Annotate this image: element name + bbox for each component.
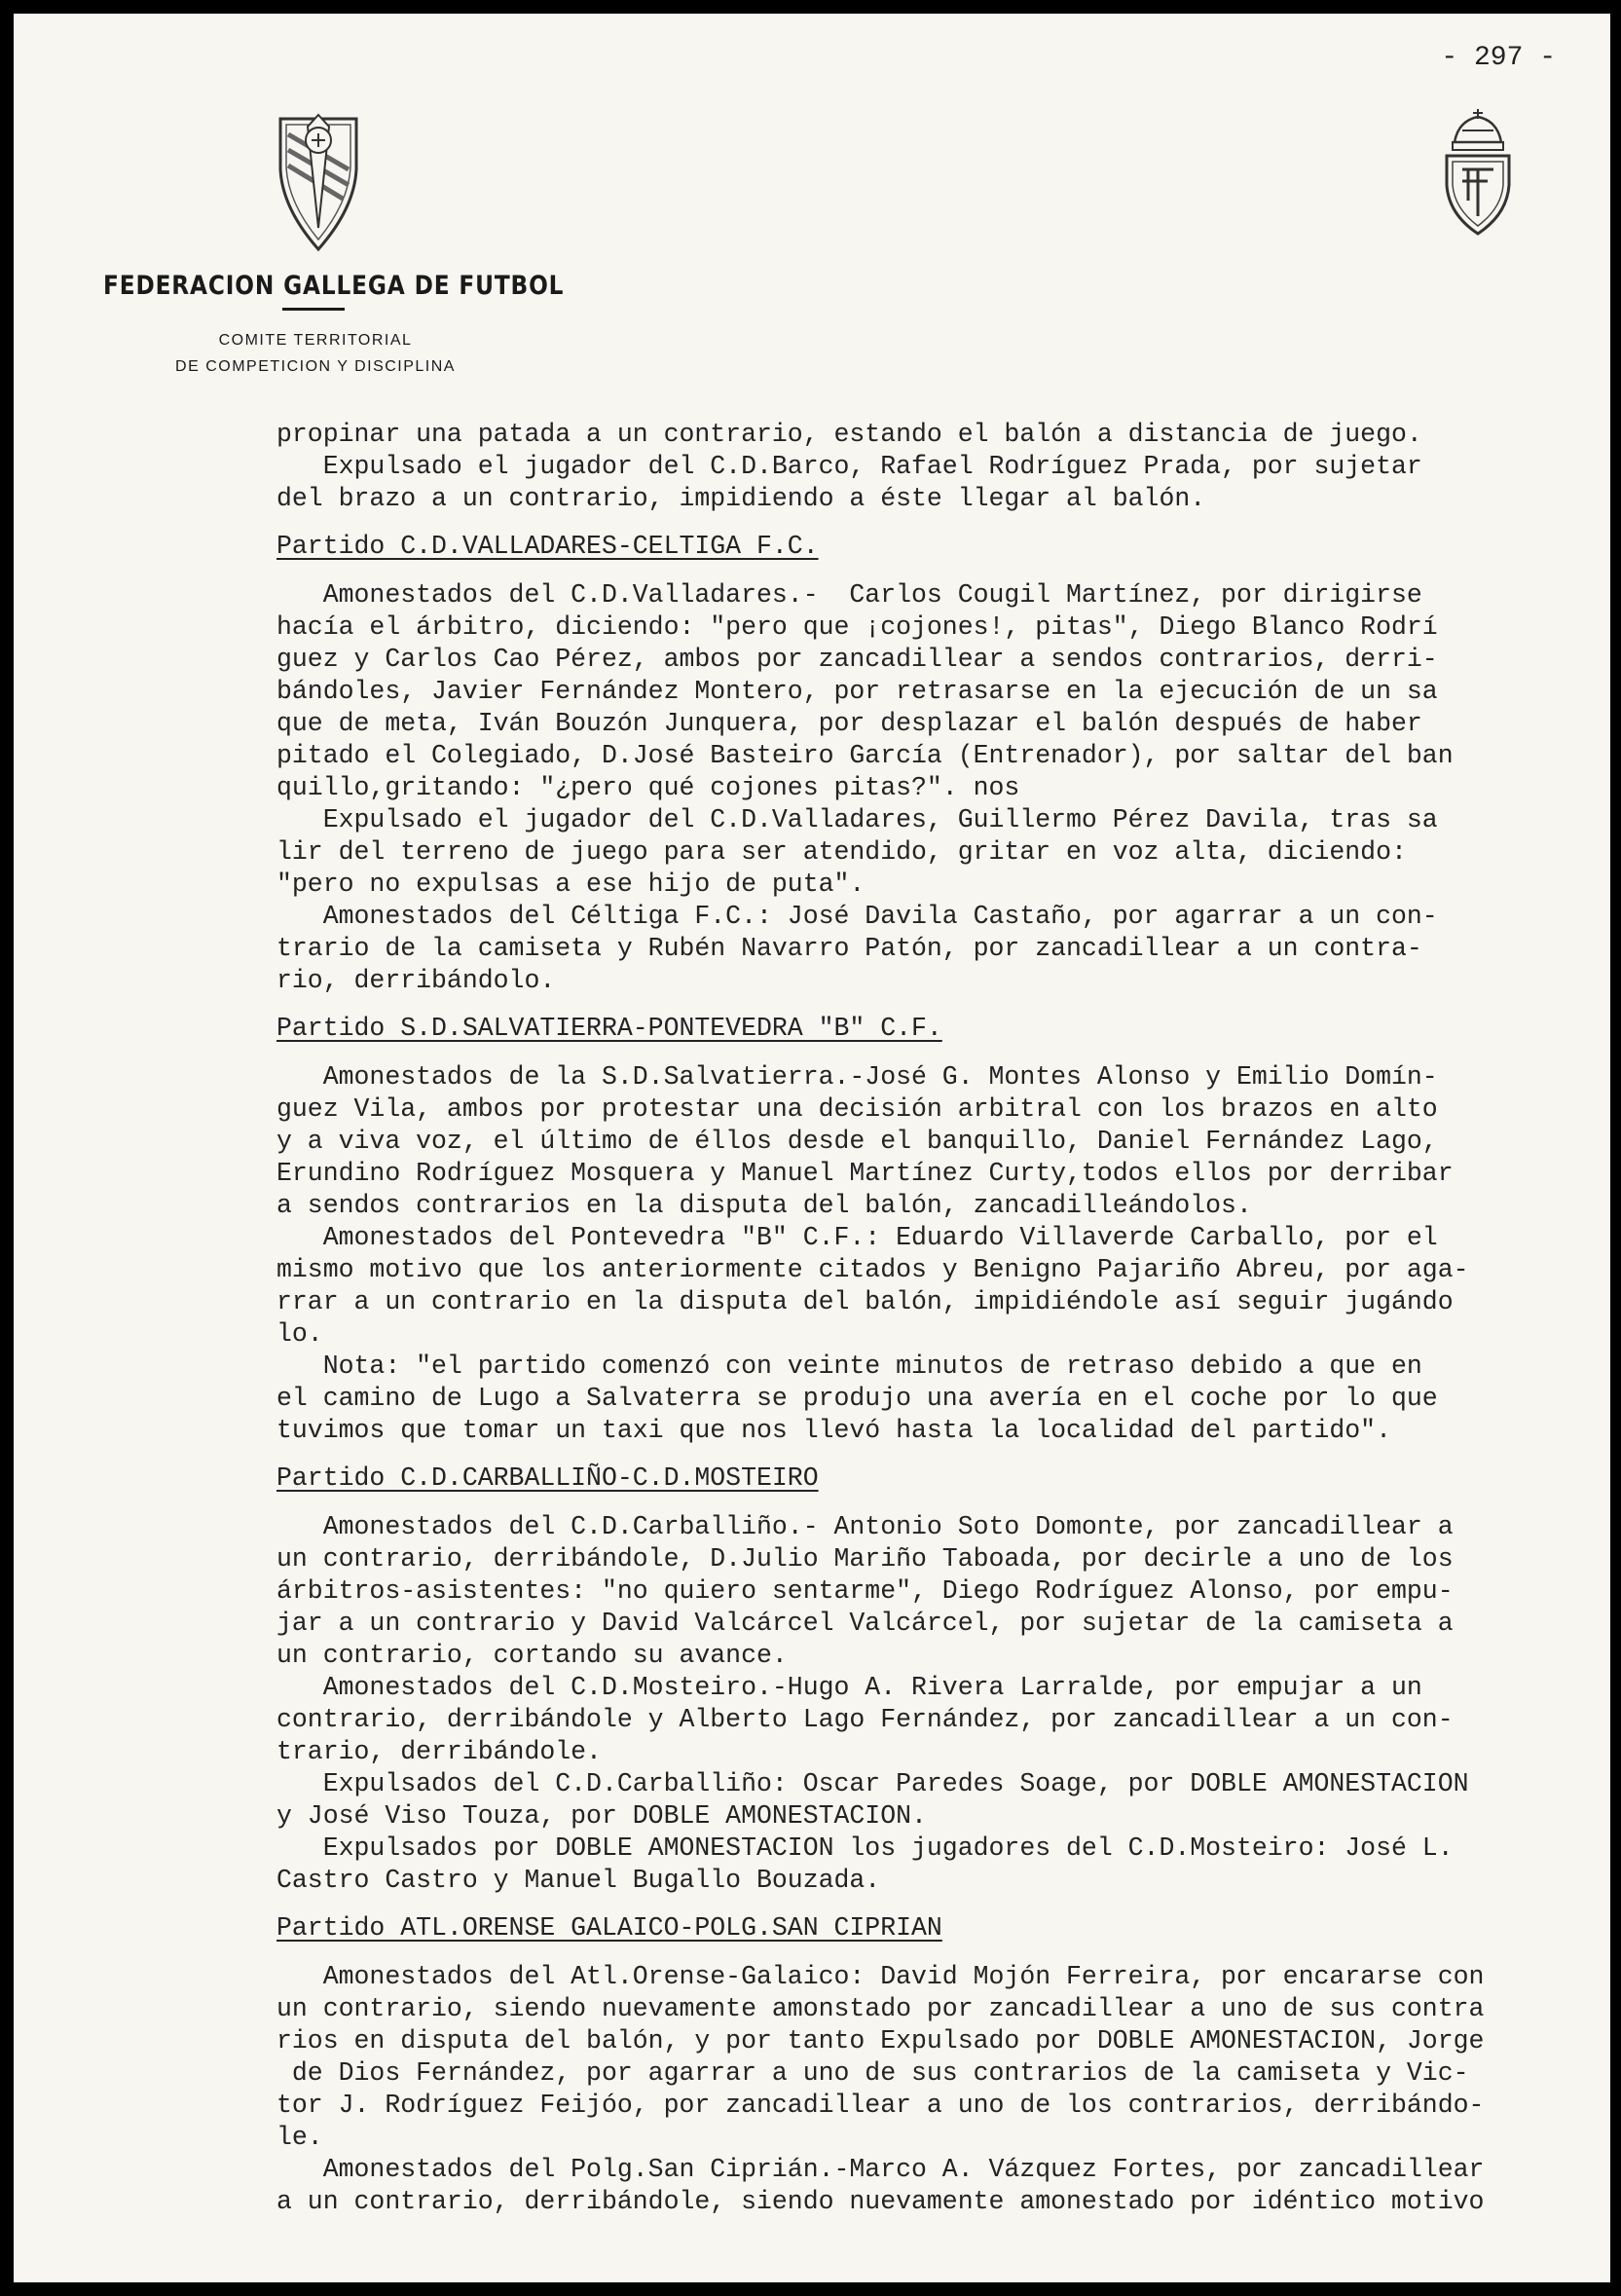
text-line: Amonestados de la S.D.Salvatierra.-José G. Montes Alonso y Emilio Domín- xyxy=(276,1062,1438,1092)
page-number: - 297 - xyxy=(1441,43,1556,73)
text-line: rio, derribándolo. xyxy=(276,966,556,995)
text-line: hacía el árbitro, diciendo: "pero que ¡cojones!, pitas", Diego Blanco Rodrí xyxy=(276,612,1438,642)
text-line: contrario, derribándole y Alberto Lago Fernández, por zancadillear a un con- xyxy=(276,1705,1454,1734)
text-line: trario, derribándole. xyxy=(276,1737,602,1766)
committee-name xyxy=(111,327,520,380)
text-line: tor J. Rodríguez Feijóo, por zancadillear a uno de los contrarios, derribándo- xyxy=(276,2091,1485,2120)
text-line: Erundino Rodríguez Mosquera y Manuel Martínez Curty,todos ellos por derribar xyxy=(276,1159,1454,1188)
text-line: Expulsado el jugador del C.D.Barco, Rafael Rodríguez Prada, por sujetar xyxy=(276,452,1422,481)
text-line: Amonestados del Céltiga F.C.: José Davila Castaño, por agarrar a un con- xyxy=(276,902,1438,931)
text-line: que de meta, Iván Bouzón Junquera, por desplazar el balón después de haber xyxy=(276,709,1422,738)
text-line: lir del terreno de juego para ser atendido, gritar en voz alta, diciendo: xyxy=(276,837,1407,867)
text-line: Expulsados por DOBLE AMONESTACION los jugadores del C.D.Mosteiro: José L. xyxy=(276,1833,1454,1863)
match-heading: Partido ATL.ORENSE GALAICO-POLG.SAN CIPRIAN xyxy=(276,1913,942,1943)
text-line: Nota: "el partido comenzó con veinte minutos de retraso debido a que en xyxy=(276,1352,1422,1381)
text-line: a sendos contrarios en la disputa del balón, zancadilleándolos. xyxy=(276,1191,1252,1220)
text-line: "pero no expulsas a ese hijo de puta". xyxy=(276,870,866,899)
text-line: Amonestados del C.D.Mosteiro.-Hugo A. Rivera Larralde, por empujar a un xyxy=(276,1673,1422,1702)
match-section xyxy=(276,531,1562,997)
text-line: un contrario, derribándole, D.Julio Mariño Taboada, por decirle a uno de los xyxy=(276,1544,1454,1574)
royal-spanish-football-federation-icon xyxy=(1433,103,1523,240)
text-line: Amonestados del Pontevedra "B" C.F.: Eduardo Villaverde Carballo, por el xyxy=(276,1223,1438,1252)
header-rule xyxy=(282,308,345,311)
text-line: guez y Carlos Cao Pérez, ambos por zancadillear a sendos contrarios, derri- xyxy=(276,645,1438,674)
text-line: Amonestados del Atl.Orense-Galaico: David Mojón Ferreira, por encararse con xyxy=(276,1962,1485,1991)
federation-name: FEDERACION GALLEGA DE FUTBOL xyxy=(103,271,565,301)
text-line: un contrario, cortando su avance. xyxy=(276,1641,788,1670)
text-line: Castro Castro y Manuel Bugallo Bouzada. xyxy=(276,1866,881,1895)
text-line: Amonestados del Polg.San Ciprián.-Marco A. Vázquez Fortes, por zancadillear xyxy=(276,2155,1485,2184)
federation-crest-icon xyxy=(275,111,362,252)
text-line: árbitros-asistentes: "no quiero sentarme", Diego Rodríguez Alonso, por empu- xyxy=(276,1576,1454,1606)
text-line: del brazo a un contrario, impidiendo a éste llegar al balón. xyxy=(276,484,1206,513)
text-line: rios en disputa del balón, y por tanto Expulsado por DOBLE AMONESTACION, Jorge xyxy=(276,2026,1485,2055)
document-body xyxy=(276,419,1562,2218)
committee-line: COMITE TERRITORIAL xyxy=(218,332,413,349)
match-section xyxy=(276,1912,1562,2218)
text-line: el camino de Lugo a Salvaterra se produjo una avería en el coche por lo que xyxy=(276,1384,1438,1413)
text-line: jar a un contrario y David Valcárcel Valcárcel, por sujetar de la camiseta a xyxy=(276,1609,1454,1638)
text-line: Expulsado el jugador del C.D.Valladares, Guillermo Pérez Davila, tras sa xyxy=(276,805,1438,834)
match-heading: Partido S.D.SALVATIERRA-PONTEVEDRA "B" C.F. xyxy=(276,1014,942,1043)
text-line: y José Viso Touza, por DOBLE AMONESTACION. xyxy=(276,1801,927,1831)
text-line: mismo motivo que los anteriormente citados y Benigno Pajariño Abreu, por aga- xyxy=(276,1255,1469,1284)
match-section xyxy=(276,1463,1562,1897)
text-line: a un contrario, derribándole, siendo nuevamente amonestado por idéntico motivo xyxy=(276,2187,1485,2216)
text-line: Expulsados del C.D.Carballiño: Oscar Paredes Soage, por DOBLE AMONESTACION xyxy=(276,1769,1469,1798)
intro-paragraph xyxy=(276,419,1562,515)
text-line: Amonestados del C.D.Valladares.- Carlos Cougil Martínez, por dirigirse xyxy=(276,580,1422,610)
match-heading: Partido C.D.VALLADARES-CELTIGA F.C. xyxy=(276,532,819,561)
text-line: Amonestados del C.D.Carballiño.- Antonio Soto Domonte, por zancadillear a xyxy=(276,1512,1454,1541)
match-section xyxy=(276,1013,1562,1447)
text-line: un contrario, siendo nuevamente amonstado por zancadillear a uno de sus contra xyxy=(276,1994,1485,2023)
text-line: tuvimos que tomar un taxi que nos llevó hasta la localidad del partido". xyxy=(276,1416,1391,1445)
committee-line: DE COMPETICION Y DISCIPLINA xyxy=(175,358,456,375)
text-line: quillo,gritando: "¿pero qué cojones pitas?". nos xyxy=(276,773,1020,802)
text-line: propinar una patada a un contrario, estando el balón a distancia de juego. xyxy=(276,420,1422,449)
text-line: le. xyxy=(276,2123,323,2152)
text-line: bándoles, Javier Fernández Montero, por retrasarse en la ejecución de un sa xyxy=(276,677,1438,706)
text-line: lo. xyxy=(276,1319,323,1349)
text-line: pitado el Colegiado, D.José Basteiro García (Entrenador), por saltar del ban xyxy=(276,741,1454,770)
match-heading: Partido C.D.CARBALLIÑO-C.D.MOSTEIRO xyxy=(276,1463,819,1493)
text-line: de Dios Fernández, por agarrar a uno de sus contrarios de la camiseta y Vic- xyxy=(276,2058,1469,2088)
text-line: rrar a un contrario en la disputa del balón, impidiéndole así seguir jugándo xyxy=(276,1287,1454,1316)
document-page xyxy=(14,14,1610,2282)
text-line: guez Vila, ambos por protestar una decisión arbitral con los brazos en alto xyxy=(276,1094,1438,1124)
text-line: y a viva voz, el último de éllos desde el banquillo, Daniel Fernández Lago, xyxy=(276,1127,1438,1156)
text-line: trario de la camiseta y Rubén Navarro Patón, por zancadillear a un contra- xyxy=(276,934,1422,963)
